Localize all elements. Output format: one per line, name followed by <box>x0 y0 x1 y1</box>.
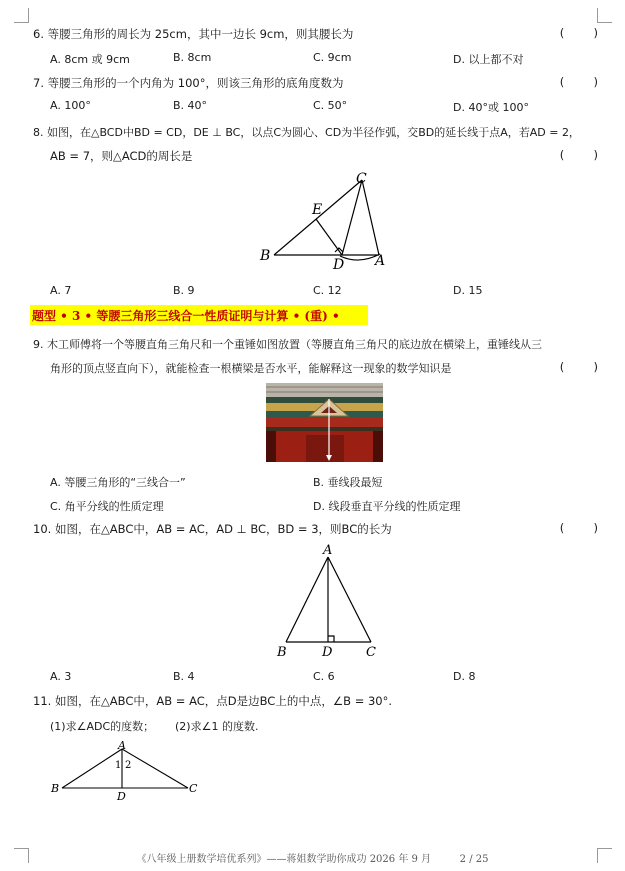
q9-option-d: D. 线段垂直平分线的性质定理 <box>313 500 461 513</box>
fig11-label-c: C <box>189 782 198 795</box>
figure-q11-triangle <box>45 737 205 805</box>
q6-option-a: A. 8cm 或 9cm <box>50 53 130 66</box>
fig10-label-a: A <box>323 543 333 558</box>
q10-option-c: C. 6 <box>313 670 335 683</box>
fig11-angle-2: 2 <box>125 760 132 771</box>
fig11-angle-1: 1 <box>115 760 122 771</box>
q8-option-c: C. 12 <box>313 284 342 297</box>
q9-option-a: A. 等腰三角形的“三线合一” <box>50 476 186 489</box>
fig11-label-b: B <box>51 782 60 795</box>
q8-option-d: D. 15 <box>453 284 483 297</box>
q7-option-c: C. 50° <box>313 99 348 112</box>
question-7-text: 7. 等腰三角形的一个内角为 100°，则该三角形的底角度数为 <box>33 76 344 90</box>
section-banner <box>30 305 368 325</box>
crop-mark-top-left <box>14 8 29 23</box>
fig8-label-b: B <box>260 248 271 264</box>
crop-mark-top-right <box>597 8 612 23</box>
fig10-label-b: B <box>277 645 287 660</box>
q9-option-c: C. 角平分线的性质定理 <box>50 500 164 513</box>
question-8-text-line2: AB = 7，则△ACD的周长是 <box>50 149 193 163</box>
q10-option-b: B. 4 <box>173 670 195 683</box>
question-11-text: 11. 如图，在△ABC中，AB = AC，点D是边BC上的中点，∠B = 30°. <box>33 694 393 708</box>
q10-option-d: D. 8 <box>453 670 476 683</box>
question-8-answer-blank: ( ) <box>559 148 598 162</box>
q11-part-2: (2)求∠1 的度数. <box>175 720 259 733</box>
q6-option-b: B. 8cm <box>173 51 212 64</box>
figure-q9-photo <box>266 383 383 462</box>
fig10-label-d: D <box>322 645 333 660</box>
question-7-answer-blank: ( ) <box>559 75 598 89</box>
question-6-answer-blank: ( ) <box>559 26 598 40</box>
q7-option-d: D. 40°或 100° <box>453 101 529 114</box>
fig8-label-d: D <box>333 257 345 273</box>
q7-option-a: A. 100° <box>50 99 91 112</box>
q11-part-1: (1)求∠ADC的度数； <box>50 720 155 733</box>
fig11-label-d: D <box>117 790 126 803</box>
q6-option-d: D. 以上都不对 <box>453 53 524 66</box>
fig10-label-c: C <box>366 645 376 660</box>
figure-q8-triangle <box>255 168 395 278</box>
q7-option-b: B. 40° <box>173 99 208 112</box>
fig8-label-c: C <box>356 171 367 187</box>
question-9-answer-blank: ( ) <box>559 360 598 374</box>
fig8-label-a: A <box>375 253 386 269</box>
fig11-label-a: A <box>118 739 126 752</box>
question-6-text: 6. 等腰三角形的周长为 25cm，其中一边长 9cm，则其腰长为 <box>33 27 354 41</box>
q8-option-a: A. 7 <box>50 284 72 297</box>
question-8-text: 8. 如图，在△BCD中BD = CD，DE ⊥ BC，以点C为圆心、CD为半径作弧，交BD的延长线于点A，若AD = 2， <box>33 126 580 139</box>
q10-option-a: A. 3 <box>50 670 72 683</box>
question-9-text: 9. 木工师傅将一个等腰直角三角尺和一个重锤如图放置（等腰直角三角尺的底边放在横梁上，重锤线从三 <box>33 338 542 351</box>
q9-option-b: B. 垂线段最短 <box>313 476 383 489</box>
page-footer: 《八年级上册数学培优系列》——蒋姐数学助你成功 2026 年 9 月 2 / 25 <box>136 854 489 865</box>
q8-option-b: B. 9 <box>173 284 195 297</box>
q6-option-c: C. 9cm <box>313 51 352 64</box>
question-10-text: 10. 如图，在△ABC中，AB = AC，AD ⊥ BC，BD = 3，则BC的长为 <box>33 522 392 536</box>
figure-q10-triangle <box>270 540 385 660</box>
section-banner-text: 题型 • 3 • 等腰三角形三线合一性质证明与计算 • (重) • <box>32 309 340 323</box>
fig8-label-e: E <box>312 202 323 218</box>
question-10-answer-blank: ( ) <box>559 521 598 535</box>
question-9-text-line2: 角形的顶点竖直向下），就能检查一根横梁是否水平，能解释这一现象的数学知识是 <box>50 362 452 375</box>
